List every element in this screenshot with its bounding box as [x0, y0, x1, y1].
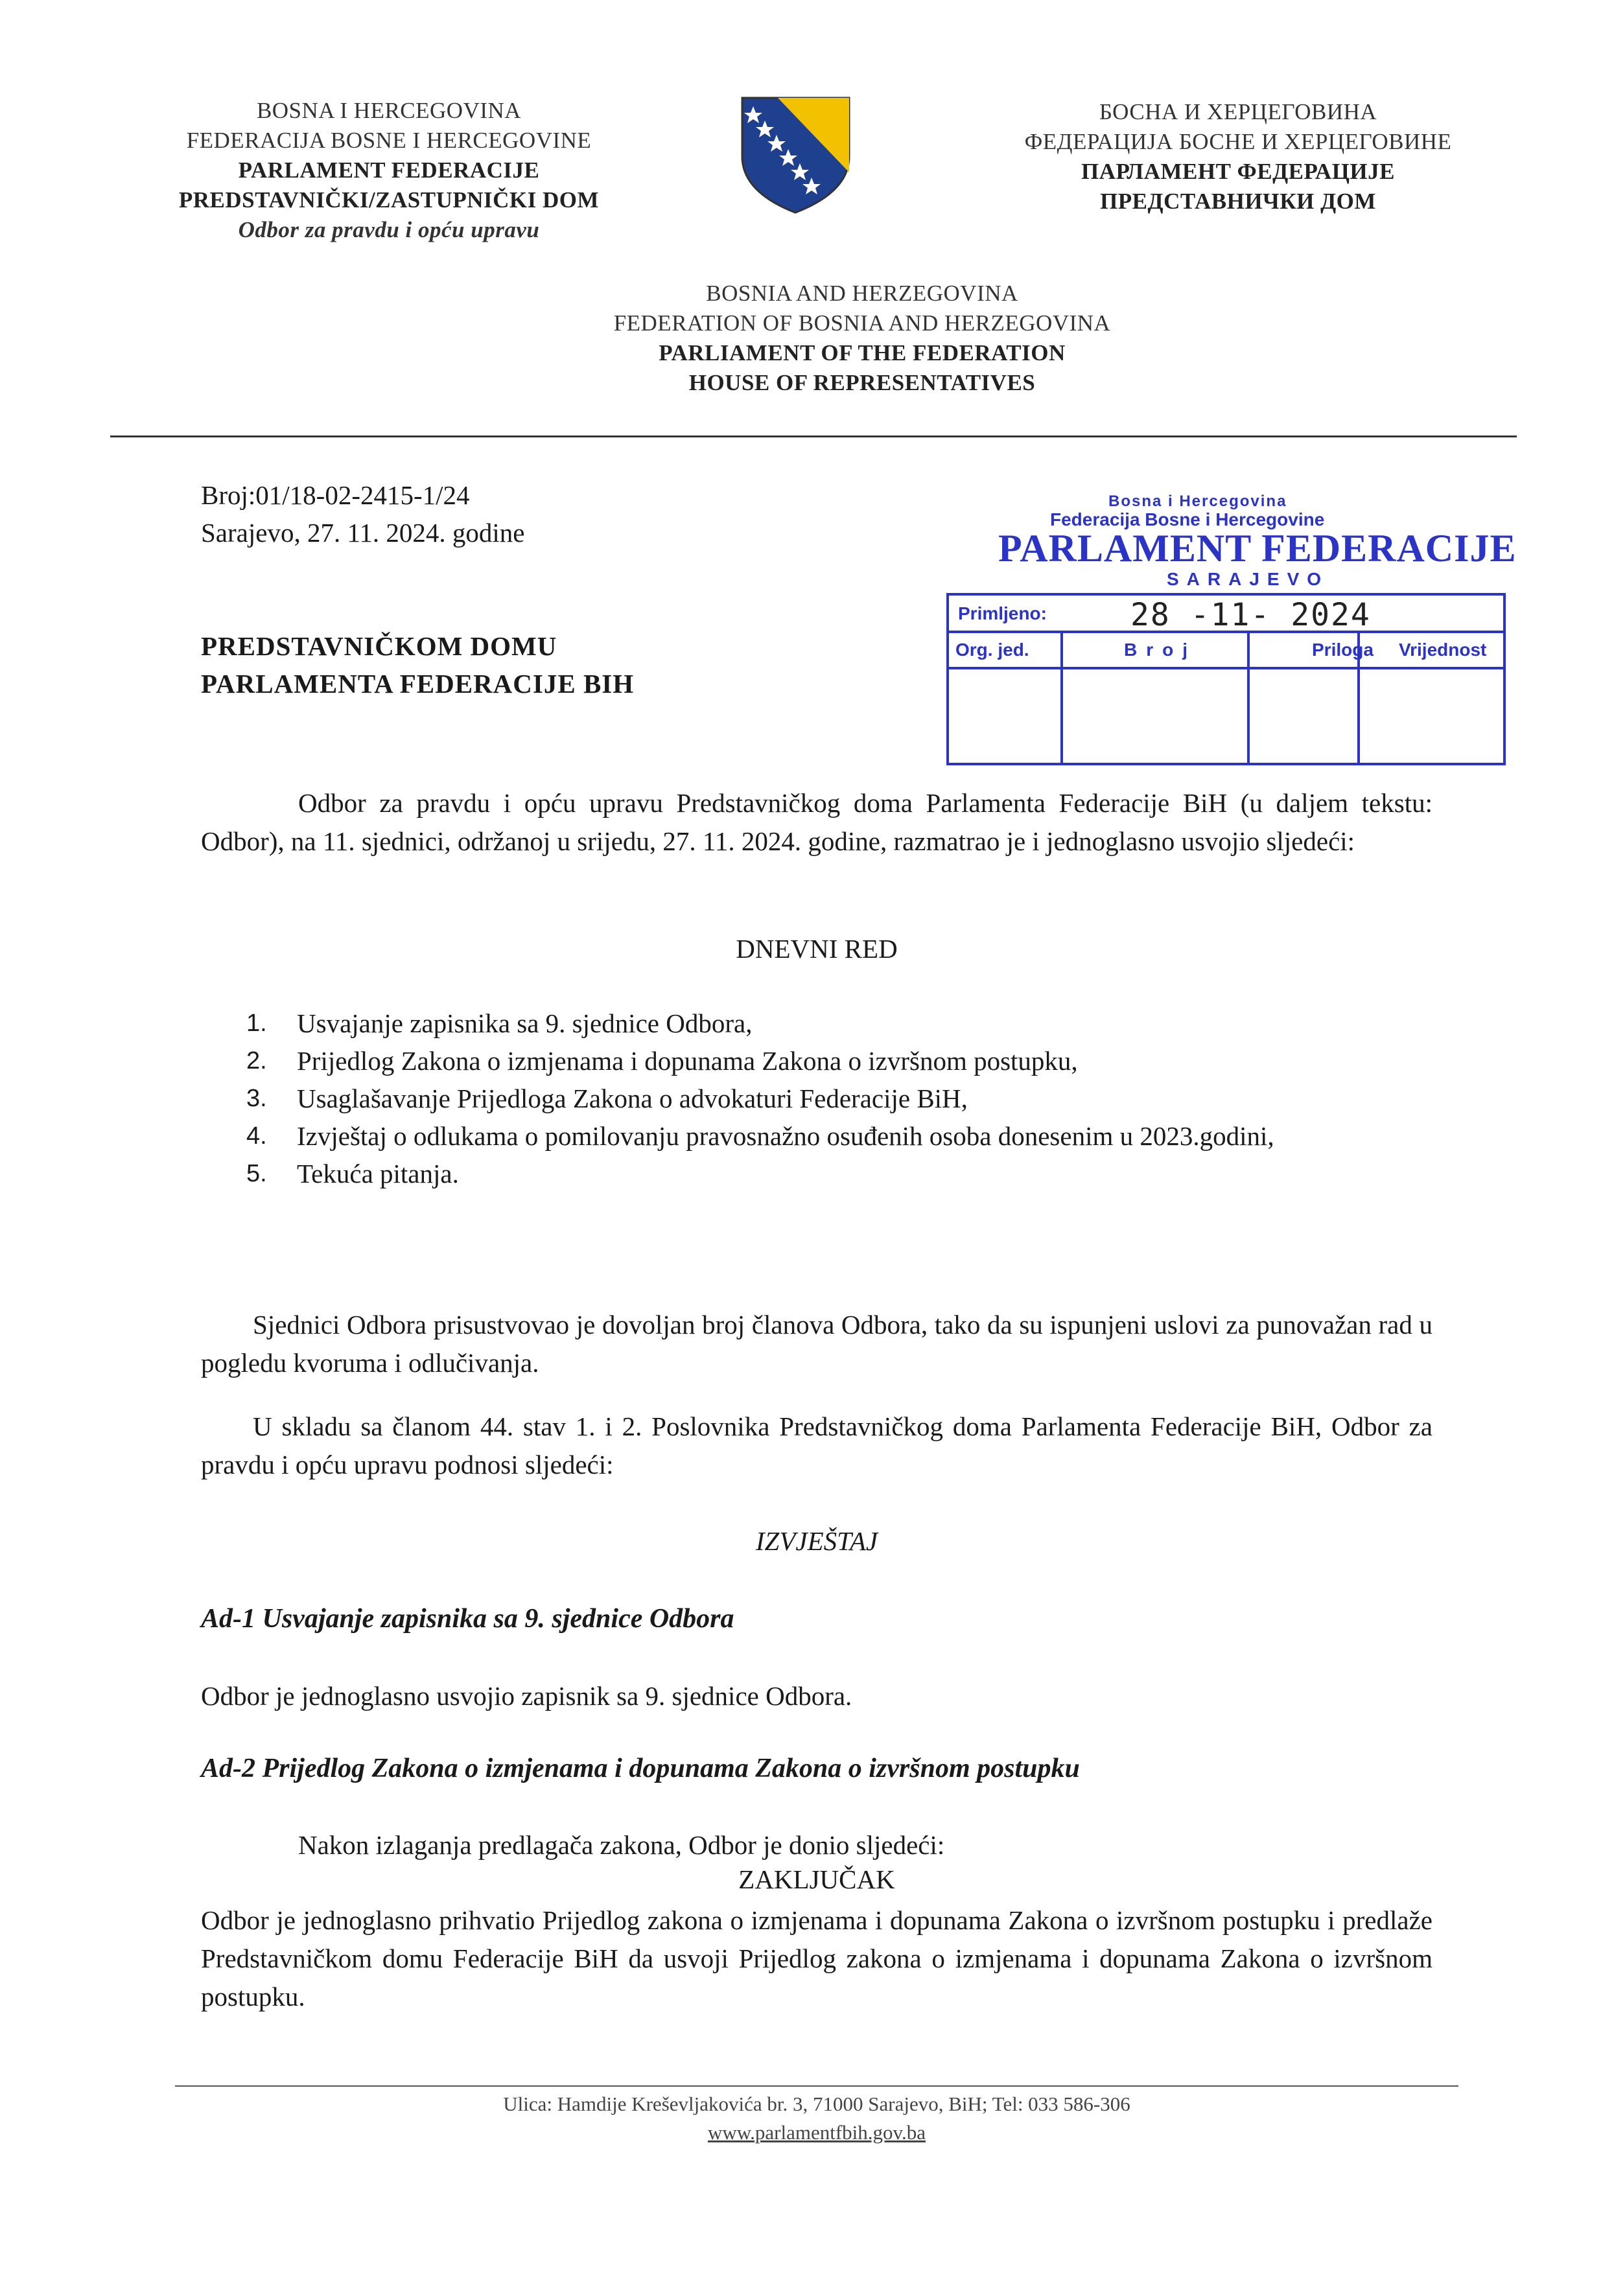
stamp-city: SARAJEVO [1167, 569, 1329, 589]
header-left-line-4: PREDSTAVNIČKI/ZASTUPNIČKI DOM [178, 187, 600, 213]
stamp-col-number: Broj [1124, 640, 1197, 660]
addressee [201, 627, 634, 702]
stamp-divider [1357, 633, 1360, 763]
agenda-item: 1. Usvajanje zapisnika sa 9. sjednice Odbora, [246, 1008, 753, 1038]
stamp-line-2: Federacija Bosne i Hercegovine [1050, 509, 1325, 529]
ad2-intro: Nakon izlaganja predlagača zakona, Odbor je donio sljedeći: [298, 1830, 945, 1860]
addressee-line-1: PREDSTAVNIČKOM DOMU [201, 631, 557, 661]
quorum-paragraph: Sjednici Odbora prisustvovao je dovoljan broj članova Odbora, tako da su ispunjeni uslovi za punovažan rad u pogledu kvoruma i odlučivanja. [201, 1310, 1433, 1378]
header-left [123, 96, 655, 245]
header-right-line-2: ФЕДЕРАЦИЈА БОСНЕ И ХЕРЦЕГОВИНЕ [1024, 129, 1452, 154]
addressee-line-2: PARLAMENTA FEDERACIJE BIH [201, 669, 635, 699]
document-place-date: Sarajevo, 27. 11. 2024. godine [201, 518, 525, 548]
conclusion-title: ZAKLJUČAK [738, 1864, 895, 1894]
stamp-received-row [949, 596, 1503, 633]
agenda-list [246, 1004, 1433, 1192]
header-center-line-3: PARLIAMENT OF THE FEDERATION [659, 340, 1066, 365]
header-right-line-3: ПАРЛАМЕНТ ФЕДЕРАЦИЈЕ [1081, 159, 1395, 184]
document-reference [201, 476, 525, 551]
conclusion-text: Odbor je jednoglasno prihvatio Prijedlog zakona o izmjenama i dopunama Zakona o izvršnom postupku i predlaže Predstavničkom domu Federacije BiH da usvoji Prijedlog zakona o izmjenama i dopunama Zakona o izvršnom postupku. [201, 1905, 1433, 2012]
stamp-line-3: PARLAMENT FEDERACIJE [998, 527, 1517, 570]
footer-address: Ulica: Hamdije Kreševljakovića br. 3, 71000 Sarajevo, BiH; Tel: 033 586-306 [503, 2093, 1130, 2115]
stamp-col-org: Org. jed. [955, 640, 1029, 660]
ad1-text: Odbor je jednoglasno usvojio zapisnik sa 9. sjednice Odbora. [201, 1681, 852, 1711]
agenda-item: 3. Usaglašavanje Prijedloga Zakona o advokaturi Federacije BiH, [246, 1084, 968, 1113]
header-center-line-1: BOSNIA AND HERZEGOVINA [706, 281, 1018, 306]
header-divider [110, 435, 1517, 437]
basis-paragraph: U skladu sa članom 44. stav 1. i 2. Poslovnika Predstavničkog doma Parlamenta Federacije BiH, Odbor za pravdu i opću upravu podnosi sljedeći: [201, 1411, 1433, 1479]
header-left-line-3: PARLAMENT FEDERACIJE [238, 157, 540, 183]
agenda-item: 5. Tekuća pitanja. [246, 1159, 459, 1189]
stamp-received-date: 28 -11- 2024 [1130, 597, 1371, 633]
agenda-item: 4. Izvještaj o odlukama o pomilovanju pravosnažno osuđenih osoba donesenim u 2023.godini, [246, 1121, 1274, 1151]
stamp-header-row [949, 633, 1503, 669]
intro-paragraph: Odbor za pravdu i opću upravu Predstavničkog doma Parlamenta Federacije BiH (u daljem tekstu: Odbor), na 11. sjednici, održanoj u srijedu, 27. 11. 2024. godine, razmatrao je i jednoglasno usvojio sljedeći: [201, 788, 1433, 856]
header-center [454, 279, 1270, 398]
stamp-col-attachments: Priloga [1312, 640, 1374, 660]
stamp-grid [946, 593, 1506, 765]
footer-website-link[interactable]: www.parlamentfbih.gov.ba [707, 2121, 926, 2144]
header-center-line-2: FEDERATION OF BOSNIA AND HERZEGOVINA [613, 310, 1111, 336]
stamp-divider [1060, 633, 1063, 763]
ad2-heading: Ad-2 Prijedlog Zakona o izmjenama i dopunama Zakona o izvršnom postupku [201, 1754, 1080, 1783]
header-center-line-4: HOUSE OF REPRESENTATIVES [688, 370, 1036, 395]
header-right [959, 97, 1517, 216]
coat-of-arms-icon [739, 95, 852, 215]
agenda-title: DNEVNI RED [736, 934, 898, 964]
document-number: Broj:01/18-02-2415-1/24 [201, 480, 470, 510]
stamp-received-label: Primljeno: [958, 603, 1047, 623]
agenda-item: 2. Prijedlog Zakona o izmjenama i dopunama Zakona o izvršnom postupku, [246, 1046, 1078, 1076]
report-title: IZVJEŠTAJ [755, 1526, 878, 1556]
stamp-divider [1247, 633, 1250, 763]
stamp-col-value: Vrijednost [1399, 640, 1487, 660]
stamp-line-1: Bosna i Hercegovina [1108, 493, 1287, 510]
header-left-committee: Odbor za pravdu i opću upravu [238, 217, 540, 242]
footer-divider [175, 2085, 1458, 2087]
received-stamp [946, 493, 1517, 771]
header-right-line-1: БОСНА И ХЕРЦЕГОВИНА [1099, 99, 1377, 124]
footer [175, 2090, 1458, 2147]
header-left-line-1: BOSNA I HERCEGOVINA [256, 98, 522, 123]
header-left-line-2: FEDERACIJA BOSNE I HERCEGOVINE [186, 128, 592, 153]
ad1-heading: Ad-1 Usvajanje zapisnika sa 9. sjednice Odbora [201, 1604, 734, 1634]
header-right-line-4: ПРЕДСТАВНИЧКИ ДОМ [1100, 189, 1376, 214]
